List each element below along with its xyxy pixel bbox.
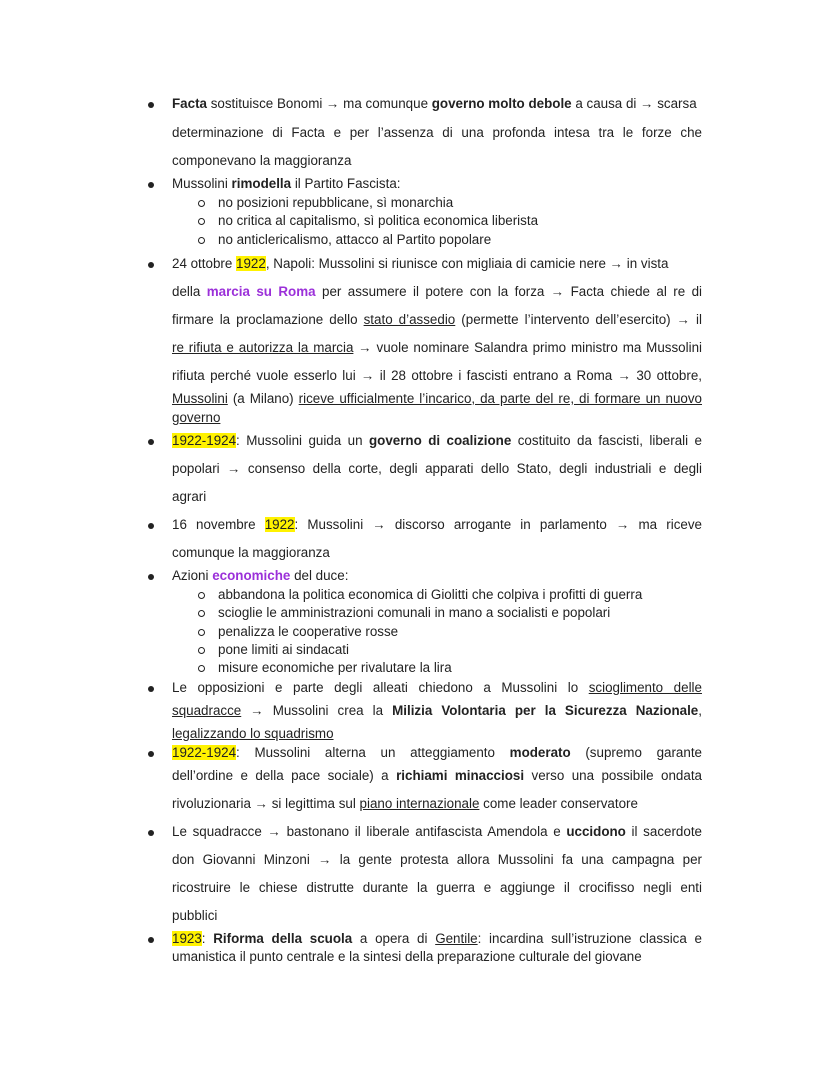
bullet-icon xyxy=(148,523,154,529)
text-span: : incardina sull’istruzione classica e xyxy=(477,931,702,946)
text-line xyxy=(172,726,334,742)
text-span: Mussolini xyxy=(172,176,232,191)
text-span: governo di coalizione xyxy=(368,433,512,448)
sub-bullet-icon xyxy=(198,592,205,599)
text-span: costituito da fascisti, liberali e xyxy=(511,433,702,448)
text-line xyxy=(172,410,220,426)
text-line xyxy=(172,176,400,192)
text-span: re rifiuta e autorizza la marcia xyxy=(172,340,354,355)
bullet-icon xyxy=(148,182,154,188)
sub-list-item: no posizioni repubblicane, sì monarchia xyxy=(218,195,454,210)
text-line xyxy=(172,852,702,868)
text-span: comunque la maggioranza xyxy=(172,545,330,560)
text-span: il Partito Fascista: xyxy=(291,176,401,191)
text-span: determinazione di Facta e per l’assenza di una profonda intesa tra le forze che xyxy=(172,125,702,140)
highlighted-date: 1923 xyxy=(172,931,202,946)
bullet-icon xyxy=(148,574,154,580)
text-span: Milizia Volontaria per la Sicurezza Nazionale xyxy=(392,703,699,718)
text-line xyxy=(172,680,702,696)
bullet-icon xyxy=(148,262,154,268)
text-span: Azioni xyxy=(172,568,213,583)
text-span: richiami minacciosi xyxy=(396,768,525,783)
text-line xyxy=(172,949,642,965)
sub-bullet-icon xyxy=(198,200,205,207)
highlighted-date: 1922-1924 xyxy=(172,745,237,760)
text-span: Le squadracce → bastonano il liberale antifascista Amendola e xyxy=(172,824,567,839)
text-span: della xyxy=(172,284,207,299)
text-line xyxy=(172,796,638,812)
text-span: 16 novembre xyxy=(172,517,265,532)
text-span: rifiuta perché vuole esserlo lui → il 28 ottobre i fascisti entrano a Roma → 30 ottobre, xyxy=(172,368,702,383)
text-line xyxy=(172,745,702,761)
sub-bullet-icon xyxy=(198,629,205,636)
text-span: governo xyxy=(172,410,221,425)
text-line xyxy=(172,517,702,533)
text-span: sostituisce Bonomi → ma comunque xyxy=(206,96,432,111)
text-line xyxy=(172,568,348,584)
bullet-icon xyxy=(148,686,154,692)
text-line xyxy=(172,312,702,328)
text-span: Riforma della scuola xyxy=(213,931,353,946)
text-span: → Mussolini crea la xyxy=(241,703,393,718)
sub-bullet-icon xyxy=(198,647,205,654)
text-span: Facta xyxy=(172,96,207,111)
keyword: economiche xyxy=(212,568,291,583)
sub-list-item: penalizza le cooperative rosse xyxy=(218,624,399,639)
text-span: verso una possibile ondata xyxy=(524,768,702,783)
sub-bullet-icon xyxy=(198,237,205,244)
sub-bullet-icon xyxy=(198,665,205,672)
text-span: scioglimento delle xyxy=(588,680,702,695)
text-span: a causa di → scarsa xyxy=(571,96,697,111)
text-span: dell’ordine e della pace sociale) a xyxy=(172,768,397,783)
sub-list-item: abbandona la politica economica di Giolitti che colpiva i profitti di guerra xyxy=(218,587,643,602)
text-span: 24 ottobre xyxy=(172,256,237,271)
text-span: : xyxy=(201,931,214,946)
text-span: agrari xyxy=(172,489,207,504)
sub-list-item: scioglie le amministrazioni comunali in mano a socialisti e popolari xyxy=(218,605,611,620)
highlighted-date: 1922-1924 xyxy=(172,433,237,448)
sub-list-item: no critica al capitalismo, sì politica economica liberista xyxy=(218,213,539,228)
text-span: rimodella xyxy=(231,176,292,191)
text-span: (permette l’intervento dell’esercito) → il xyxy=(455,312,703,327)
text-span: ricostruire le chiese distrutte durante la guerra e aggiunge il crocifisso negli enti xyxy=(172,880,702,895)
text-line xyxy=(172,489,206,505)
bullet-icon xyxy=(148,102,154,108)
highlighted-date: 1922 xyxy=(264,517,295,532)
text-span: squadracce xyxy=(172,703,242,718)
text-line xyxy=(172,433,702,449)
text-line xyxy=(172,461,702,477)
text-span: don Giovanni Minzoni → la gente protesta allora Mussolini fa una campagna per xyxy=(172,852,702,867)
text-line xyxy=(172,96,697,112)
text-span: Gentile xyxy=(435,931,478,946)
text-span: → vuole nominare Salandra primo ministro ma Mussolini xyxy=(353,340,702,355)
text-span: : Mussolini alterna un atteggiamento xyxy=(236,745,510,760)
text-span: piano internazionale xyxy=(359,796,480,811)
text-span: legalizzando lo squadrismo xyxy=(172,726,334,741)
text-line xyxy=(172,125,702,141)
text-span: Le opposizioni e parte degli alleati chiedono a Mussolini lo xyxy=(172,680,589,695)
text-line xyxy=(172,703,702,719)
text-span: popolari → consenso della corte, degli apparati dello Stato, degli industriali e degli xyxy=(172,461,702,476)
text-span: componevano la maggioranza xyxy=(172,153,352,168)
text-span: per assumere il potere con la forza → Facta chiede al re di xyxy=(315,284,702,299)
text-line xyxy=(172,391,702,407)
text-span: umanistica il punto centrale e la sintesi della preparazione culturale del giovane xyxy=(172,949,642,964)
sub-bullet-icon xyxy=(198,610,205,617)
text-span: il sacerdote xyxy=(625,824,702,839)
bullet-icon xyxy=(148,937,154,943)
text-line xyxy=(172,768,702,784)
text-span: , Napoli: Mussolini si riunisce con migliaia di camicie nere → in vista xyxy=(265,256,669,271)
text-span: , xyxy=(698,703,702,718)
text-line xyxy=(172,340,702,356)
text-span: firmare la proclamazione dello xyxy=(172,312,364,327)
bullet-icon xyxy=(148,439,154,445)
text-line xyxy=(172,284,702,300)
highlighted-date: 1922 xyxy=(236,256,266,271)
text-line xyxy=(172,908,217,924)
text-line xyxy=(172,880,702,896)
sub-list-item: pone limiti ai sindacati xyxy=(218,642,349,657)
sub-list-item: no anticlericalismo, attacco al Partito popolare xyxy=(218,232,492,247)
text-span: rivoluzionaria → si legittima sul xyxy=(172,796,360,811)
text-span: governo molto debole xyxy=(431,96,572,111)
text-span: uccidono xyxy=(566,824,626,839)
text-span: a opera di xyxy=(352,931,436,946)
text-span: come leader conservatore xyxy=(479,796,638,811)
sub-list-item: misure economiche per rivalutare la lira xyxy=(218,660,452,675)
sub-bullet-icon xyxy=(198,218,205,225)
keyword: marcia su Roma xyxy=(206,284,316,299)
text-line xyxy=(172,368,702,384)
bullet-icon xyxy=(148,830,154,836)
text-span: moderato xyxy=(509,745,571,760)
text-span: (supremo garante xyxy=(570,745,702,760)
text-span: pubblici xyxy=(172,908,218,923)
text-line xyxy=(172,153,351,169)
text-line xyxy=(172,824,702,840)
text-span: Mussolini xyxy=(172,391,228,406)
bullet-icon xyxy=(148,751,154,757)
text-span: del duce: xyxy=(290,568,349,583)
text-span: stato d’assedio xyxy=(363,312,456,327)
text-span: riceve ufficialmente l’incarico, da parte del re, di formare un nuovo xyxy=(298,391,702,406)
text-line xyxy=(172,545,330,561)
text-span: (a Milano) xyxy=(227,391,299,406)
text-span: : Mussolini → discorso arrogante in parlamento → ma riceve xyxy=(294,517,702,532)
text-line xyxy=(172,931,702,947)
text-line xyxy=(172,256,668,272)
text-span: : Mussolini guida un xyxy=(236,433,369,448)
